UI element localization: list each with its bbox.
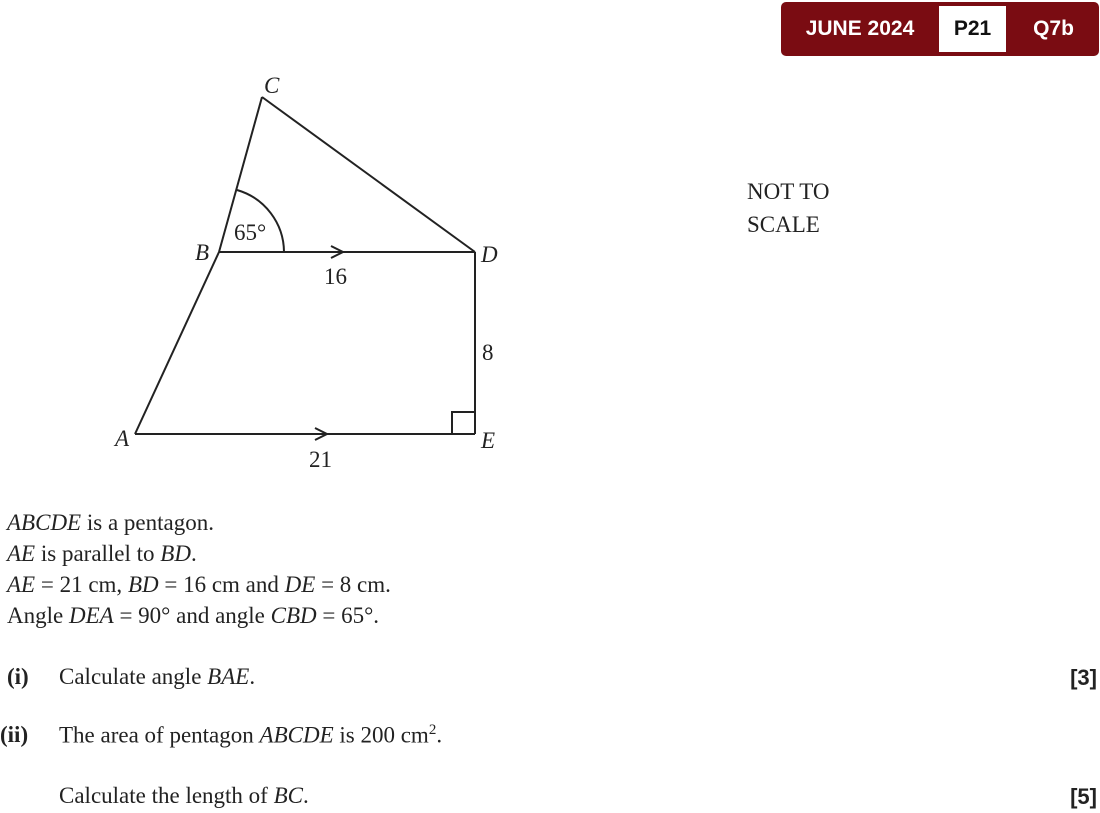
length-label-ae: 21 bbox=[309, 447, 332, 472]
angle-dea: DEA bbox=[68, 603, 114, 628]
question-text-ii bbox=[59, 722, 442, 749]
vertex-label-a: A bbox=[115, 426, 130, 451]
exam-reference-badge bbox=[781, 2, 1099, 56]
line-ae: AE bbox=[7, 572, 36, 597]
pentagon-diagram bbox=[0, 0, 560, 480]
marks-ii: [5] bbox=[1070, 784, 1097, 809]
not-to-scale-line-2: SCALE bbox=[747, 212, 820, 237]
area-unit-exponent: 2 bbox=[428, 722, 437, 738]
right-angle-marker bbox=[452, 412, 475, 434]
statement-text: is a pentagon. bbox=[81, 510, 214, 535]
statement-text: = 90° and angle bbox=[113, 603, 271, 628]
statement-text: = 8 cm. bbox=[315, 572, 391, 597]
statement-text: = 21 cm, bbox=[35, 572, 128, 597]
length-label-de: 8 bbox=[482, 340, 494, 365]
question-text: . bbox=[249, 664, 256, 689]
question-text: The area of pentagon bbox=[59, 722, 260, 748]
paper-code: P21 bbox=[939, 6, 1006, 52]
angle-cbd: CBD bbox=[270, 603, 317, 628]
not-to-scale-note bbox=[747, 175, 829, 241]
question-followup-ii bbox=[59, 783, 309, 809]
line-ae: AE bbox=[7, 541, 36, 566]
statement-lengths bbox=[7, 572, 391, 598]
line-bd: BD bbox=[160, 541, 191, 566]
exam-date: JUNE 2024 bbox=[805, 17, 915, 40]
statement-text: is parallel to bbox=[35, 541, 161, 566]
question-number-ii: (ii) bbox=[0, 722, 29, 747]
side-ab bbox=[135, 252, 219, 434]
length-label-bd: 16 bbox=[324, 264, 347, 289]
question-text: Calculate angle bbox=[59, 664, 208, 689]
statement-text: = 65°. bbox=[316, 603, 380, 628]
marks-i: [3] bbox=[1070, 665, 1097, 690]
question-text: . bbox=[436, 722, 443, 748]
question-code: Q7b bbox=[1033, 17, 1074, 40]
question-text-i bbox=[59, 664, 255, 690]
line-de: DE bbox=[284, 572, 316, 597]
vertex-label-b: B bbox=[195, 240, 210, 265]
statement-text: Angle bbox=[7, 603, 69, 628]
line-bc: BC bbox=[273, 783, 303, 808]
question-text: . bbox=[302, 783, 309, 808]
statement-parallel bbox=[7, 541, 197, 567]
question-text: Calculate the length of bbox=[59, 783, 274, 808]
statement-pentagon bbox=[7, 510, 214, 536]
question-text: is 200 cm bbox=[333, 722, 429, 748]
vertex-label-d: D bbox=[481, 242, 498, 267]
vertex-label-c: C bbox=[264, 73, 280, 98]
statement-text: = 16 cm and bbox=[158, 572, 285, 597]
vertex-label-e: E bbox=[481, 428, 496, 453]
line-bd: BD bbox=[127, 572, 159, 597]
question-number-i: (i) bbox=[7, 664, 29, 689]
statement-angles bbox=[7, 603, 379, 629]
angle-label: 65° bbox=[234, 220, 267, 245]
side-cd bbox=[262, 97, 475, 252]
angle-bae: BAE bbox=[207, 664, 250, 689]
pentagon-name: ABCDE bbox=[7, 510, 82, 535]
statement-text: . bbox=[190, 541, 197, 566]
pentagon-name: ABCDE bbox=[259, 722, 334, 748]
not-to-scale-line-1: NOT TO bbox=[747, 179, 830, 204]
